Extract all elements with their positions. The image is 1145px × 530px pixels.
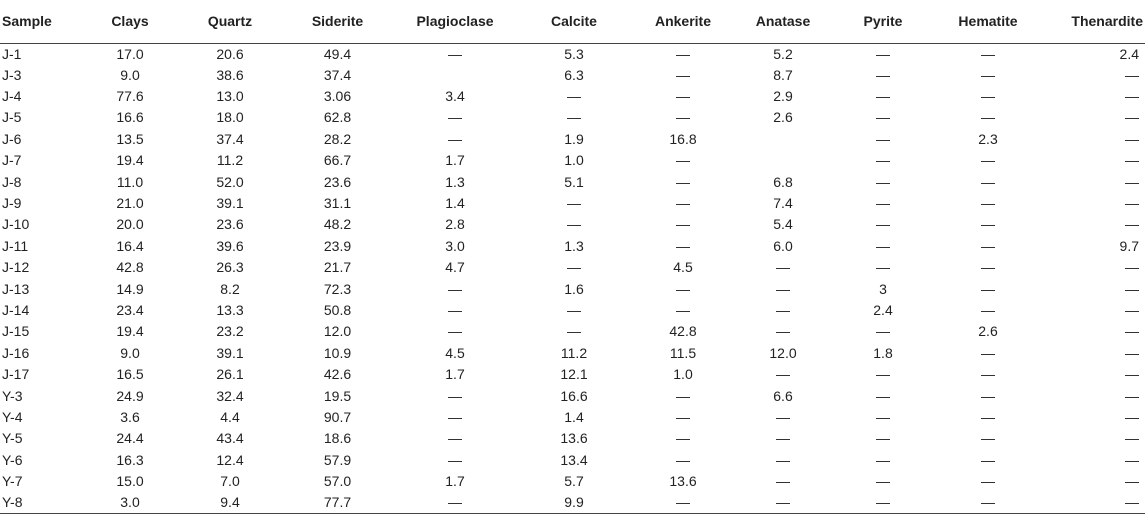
cell-pyrite: — — [876, 66, 890, 83]
cell-quartz: 26.3 — [216, 259, 244, 276]
cell-calcite: — — [567, 109, 581, 126]
cell-siderite: 10.9 — [323, 344, 352, 361]
cell-anatase: — — [733, 492, 833, 514]
cell-anatase: — — [776, 451, 790, 468]
cell-pyrite: 2.4 — [873, 301, 893, 318]
cell-calcite: — — [567, 301, 581, 318]
cell-ankerite: — — [676, 430, 690, 447]
cell-hematite: — — [981, 280, 995, 297]
table-row — [0, 343, 1145, 364]
cell-ankerite: — — [676, 237, 690, 254]
cell-thenardite: — — [1125, 88, 1139, 105]
header-thenardite: Thenardite — [1043, 0, 1145, 43]
cell-anatase: — — [776, 323, 790, 340]
table-body — [0, 43, 1145, 514]
cell-clays: 9.0 — [120, 344, 140, 361]
cell-hematite: — — [981, 88, 995, 105]
header-plagioclase: Plagioclase — [395, 0, 515, 43]
cell-clays: 14.9 — [116, 280, 144, 297]
cell-hematite: — — [981, 173, 995, 190]
header-sample: Sample — [0, 0, 80, 43]
cell-pyrite: — — [876, 473, 890, 490]
cell-calcite: 13.4 — [560, 451, 588, 468]
cell-clays: 16.5 — [116, 366, 144, 383]
cell-siderite: 66.7 — [323, 152, 352, 169]
cell-plagioclase: — — [448, 280, 462, 297]
cell-calcite: 9.9 — [515, 492, 633, 514]
cell-clays: 3.6 — [120, 408, 140, 425]
cell-pyrite: — — [876, 109, 890, 126]
cell-ankerite: 42.8 — [669, 323, 697, 340]
cell-pyrite: — — [876, 259, 890, 276]
cell-ankerite: — — [676, 451, 690, 468]
cell-siderite: 23.9 — [323, 237, 352, 254]
table-row — [0, 471, 1145, 492]
cell-sample: J-7 — [2, 152, 22, 169]
cell-sample: J-9 — [2, 195, 22, 212]
cell-calcite: 16.6 — [560, 387, 588, 404]
cell-calcite: 13.6 — [560, 430, 588, 447]
cell-siderite: 3.06 — [323, 88, 352, 105]
cell-anatase: — — [776, 430, 790, 447]
cell-clays: 23.4 — [116, 301, 144, 318]
cell-quartz: 4.4 — [220, 408, 240, 425]
table-row — [0, 193, 1145, 214]
cell-hematite: 2.6 — [978, 323, 998, 340]
cell-hematite: — — [981, 387, 995, 404]
cell-calcite: 5.3 — [564, 45, 584, 62]
cell-quartz: 13.0 — [216, 88, 244, 105]
cell-hematite: — — [981, 301, 995, 318]
cell-siderite: 18.6 — [323, 430, 352, 447]
cell-anatase: 2.6 — [773, 109, 793, 126]
cell-anatase: — — [776, 473, 790, 490]
cell-clays: 16.4 — [116, 237, 144, 254]
cell-anatase: 12.0 — [769, 344, 797, 361]
cell-plagioclase: 1.7 — [445, 473, 465, 490]
cell-clays: 13.5 — [116, 130, 144, 147]
cell-quartz: 37.4 — [216, 130, 244, 147]
cell-anatase: — — [776, 280, 790, 297]
header-anatase: Anatase — [733, 0, 833, 43]
cell-anatase: 5.2 — [773, 45, 793, 62]
cell-sample: J-12 — [2, 259, 30, 276]
cell-pyrite: — — [876, 323, 890, 340]
cell-pyrite: — — [876, 430, 890, 447]
cell-sample: Y-7 — [2, 473, 23, 490]
cell-clays: 77.6 — [116, 88, 144, 105]
cell-thenardite: — — [1125, 408, 1139, 425]
table-row — [0, 385, 1145, 406]
cell-plagioclase: 1.7 — [445, 152, 465, 169]
cell-thenardite: — — [1125, 301, 1139, 318]
cell-siderite: 21.7 — [323, 259, 352, 276]
cell-thenardite: — — [1125, 451, 1139, 468]
cell-sample: Y-8 — [0, 492, 80, 514]
cell-plagioclase: — — [448, 408, 462, 425]
table-row — [0, 150, 1145, 171]
cell-ankerite: — — [676, 301, 690, 318]
cell-ankerite: 11.5 — [669, 344, 697, 361]
header-hematite: Hematite — [933, 0, 1043, 43]
cell-pyrite: 1.8 — [873, 344, 893, 361]
cell-clays: 11.0 — [116, 173, 144, 190]
header-calcite: Calcite — [515, 0, 633, 43]
cell-thenardite: — — [1125, 216, 1139, 233]
cell-quartz: 11.2 — [216, 152, 244, 169]
cell-siderite: 49.4 — [323, 45, 352, 62]
cell-quartz: 7.0 — [220, 473, 240, 490]
cell-calcite: 11.2 — [560, 344, 588, 361]
cell-anatase — [733, 129, 833, 150]
table-row — [0, 407, 1145, 428]
cell-clays: 16.3 — [116, 451, 144, 468]
table-row — [0, 492, 1145, 514]
cell-plagioclase — [395, 65, 515, 86]
cell-plagioclase: — — [448, 109, 462, 126]
cell-calcite: 6.3 — [564, 66, 584, 83]
cell-plagioclase: 2.8 — [445, 216, 465, 233]
header-row — [0, 0, 1145, 43]
cell-sample: J-13 — [2, 280, 30, 297]
cell-hematite: — — [981, 237, 995, 254]
cell-calcite: 1.4 — [564, 408, 584, 425]
cell-plagioclase: — — [448, 130, 462, 147]
cell-pyrite: — — [876, 195, 890, 212]
table-row — [0, 65, 1145, 86]
cell-hematite: — — [981, 152, 995, 169]
cell-anatase: — — [776, 259, 790, 276]
cell-ankerite: — — [676, 195, 690, 212]
cell-clays: 15.0 — [116, 473, 144, 490]
cell-anatase: 5.4 — [773, 216, 793, 233]
cell-calcite: — — [567, 259, 581, 276]
header-quartz: Quartz — [180, 0, 280, 43]
table-row — [0, 300, 1145, 321]
cell-quartz: 9.4 — [180, 492, 280, 514]
cell-plagioclase: 4.7 — [445, 259, 465, 276]
cell-siderite: 23.6 — [323, 173, 352, 190]
cell-ankerite: — — [676, 88, 690, 105]
cell-hematite: — — [981, 451, 995, 468]
cell-quartz: 12.4 — [216, 451, 244, 468]
cell-clays: 42.8 — [116, 259, 144, 276]
cell-sample: J-17 — [2, 366, 30, 383]
cell-plagioclase: — — [448, 323, 462, 340]
cell-quartz: 38.6 — [216, 66, 244, 83]
cell-thenardite: — — [1125, 430, 1139, 447]
cell-calcite: — — [567, 216, 581, 233]
table-row — [0, 278, 1145, 299]
cell-plagioclase: 1.3 — [445, 173, 465, 190]
cell-calcite: 1.0 — [564, 152, 584, 169]
cell-siderite: 90.7 — [323, 408, 352, 425]
cell-sample: J-8 — [2, 173, 22, 190]
cell-sample: Y-5 — [2, 430, 23, 447]
cell-ankerite: — — [633, 492, 733, 514]
cell-hematite: — — [981, 366, 995, 383]
cell-sample: Y-6 — [2, 451, 23, 468]
cell-anatase: 6.8 — [773, 173, 793, 190]
cell-thenardite: 2.4 — [1119, 45, 1139, 62]
cell-pyrite: — — [876, 366, 890, 383]
cell-ankerite: 13.6 — [669, 473, 697, 490]
cell-quartz: 43.4 — [216, 430, 244, 447]
cell-pyrite: — — [876, 88, 890, 105]
cell-plagioclase: — — [448, 430, 462, 447]
cell-siderite: 57.9 — [323, 451, 352, 468]
cell-thenardite: — — [1125, 344, 1139, 361]
cell-siderite: 19.5 — [323, 387, 352, 404]
table-row — [0, 214, 1145, 235]
table-row — [0, 364, 1145, 385]
cell-pyrite: — — [876, 216, 890, 233]
cell-ankerite: — — [676, 216, 690, 233]
cell-plagioclase: 1.4 — [445, 195, 465, 212]
cell-hematite: — — [981, 109, 995, 126]
cell-calcite: 12.1 — [560, 366, 588, 383]
cell-calcite: 5.7 — [564, 473, 584, 490]
cell-clays: 24.4 — [116, 430, 144, 447]
cell-pyrite: — — [876, 130, 890, 147]
header-ankerite: Ankerite — [633, 0, 733, 43]
cell-plagioclase: — — [448, 387, 462, 404]
cell-siderite: 48.2 — [323, 216, 352, 233]
cell-siderite: 42.6 — [323, 366, 352, 383]
cell-ankerite: — — [676, 152, 690, 169]
cell-clays: 17.0 — [116, 45, 144, 62]
cell-hematite: — — [981, 66, 995, 83]
table-row — [0, 171, 1145, 192]
cell-thenardite: — — [1125, 259, 1139, 276]
cell-plagioclase: 3.4 — [445, 88, 465, 105]
cell-anatase: 6.6 — [773, 387, 793, 404]
cell-clays: 21.0 — [116, 195, 144, 212]
cell-clays: 20.0 — [116, 216, 144, 233]
table-row — [0, 129, 1145, 150]
cell-quartz: 26.1 — [216, 366, 244, 383]
cell-quartz: 18.0 — [216, 109, 244, 126]
cell-sample: J-10 — [2, 216, 30, 233]
cell-pyrite: — — [876, 451, 890, 468]
table-row — [0, 43, 1145, 65]
cell-ankerite: 4.5 — [673, 259, 693, 276]
cell-thenardite: — — [1125, 473, 1139, 490]
table-row — [0, 428, 1145, 449]
cell-thenardite: 9.7 — [1119, 237, 1139, 254]
cell-clays: 19.4 — [116, 323, 144, 340]
cell-sample: J-14 — [2, 301, 30, 318]
cell-plagioclase: 1.7 — [445, 366, 465, 383]
cell-pyrite: — — [876, 237, 890, 254]
table-row — [0, 257, 1145, 278]
cell-hematite: — — [981, 430, 995, 447]
cell-sample: J-11 — [2, 237, 29, 254]
table-row — [0, 321, 1145, 342]
cell-sample: J-1 — [2, 45, 22, 62]
table-row — [0, 450, 1145, 471]
cell-thenardite: — — [1125, 323, 1139, 340]
header-siderite: Siderite — [280, 0, 395, 43]
cell-clays: 9.0 — [120, 66, 140, 83]
cell-hematite: — — [981, 408, 995, 425]
cell-sample: J-5 — [2, 109, 22, 126]
cell-ankerite: 1.0 — [673, 366, 693, 383]
cell-siderite: 28.2 — [323, 130, 352, 147]
cell-quartz: 23.6 — [216, 216, 244, 233]
cell-anatase: 8.7 — [773, 66, 793, 83]
header-clays: Clays — [80, 0, 180, 43]
cell-pyrite: — — [876, 173, 890, 190]
cell-anatase — [733, 150, 833, 171]
cell-pyrite: — — [833, 492, 933, 514]
cell-thenardite: — — [1125, 173, 1139, 190]
table-header — [0, 0, 1145, 43]
cell-hematite: — — [981, 259, 995, 276]
table-row — [0, 86, 1145, 107]
cell-quartz: 39.6 — [216, 237, 244, 254]
cell-plagioclase: 4.5 — [445, 344, 465, 361]
cell-quartz: 23.2 — [216, 323, 244, 340]
cell-pyrite: — — [876, 152, 890, 169]
cell-hematite: — — [981, 216, 995, 233]
cell-pyrite: — — [876, 45, 890, 62]
cell-clays: 3.0 — [80, 492, 180, 514]
table-row — [0, 107, 1145, 128]
cell-ankerite: — — [676, 387, 690, 404]
cell-quartz: 8.2 — [220, 280, 240, 297]
cell-thenardite: — — [1125, 366, 1139, 383]
cell-plagioclase: 3.0 — [445, 237, 465, 254]
cell-quartz: 13.3 — [216, 301, 244, 318]
cell-quartz: 39.1 — [216, 344, 244, 361]
cell-ankerite: 16.8 — [669, 130, 697, 147]
cell-clays: 24.9 — [116, 387, 144, 404]
cell-thenardite: — — [1043, 492, 1145, 514]
cell-quartz: 39.1 — [216, 195, 244, 212]
cell-clays: 19.4 — [116, 152, 144, 169]
cell-calcite: — — [567, 195, 581, 212]
cell-calcite: 1.3 — [564, 237, 584, 254]
cell-anatase: 2.9 — [773, 88, 793, 105]
cell-sample: J-15 — [2, 323, 30, 340]
cell-calcite: 1.9 — [564, 130, 584, 147]
cell-quartz: 52.0 — [216, 173, 244, 190]
cell-hematite: — — [933, 492, 1043, 514]
cell-pyrite: — — [876, 387, 890, 404]
cell-thenardite: — — [1125, 387, 1139, 404]
cell-plagioclase: — — [395, 492, 515, 514]
cell-siderite: 62.8 — [323, 109, 352, 126]
cell-siderite: 72.3 — [323, 280, 352, 297]
cell-ankerite: — — [676, 408, 690, 425]
cell-thenardite: — — [1125, 195, 1139, 212]
cell-ankerite: — — [676, 109, 690, 126]
header-pyrite: Pyrite — [833, 0, 933, 43]
cell-sample: J-6 — [2, 130, 22, 147]
cell-sample: Y-4 — [2, 408, 23, 425]
cell-hematite: — — [981, 195, 995, 212]
cell-anatase: — — [776, 408, 790, 425]
cell-thenardite: — — [1125, 152, 1139, 169]
cell-sample: J-4 — [2, 88, 22, 105]
cell-calcite: — — [567, 88, 581, 105]
cell-calcite: — — [567, 323, 581, 340]
cell-sample: J-3 — [2, 66, 22, 83]
cell-siderite: 57.0 — [323, 473, 352, 490]
cell-calcite: 1.6 — [564, 280, 584, 297]
cell-ankerite: — — [676, 173, 690, 190]
cell-ankerite: — — [676, 280, 690, 297]
cell-siderite: 77.7 — [280, 492, 395, 514]
cell-sample: Y-3 — [2, 387, 23, 404]
cell-thenardite: — — [1125, 280, 1139, 297]
cell-siderite: 31.1 — [323, 195, 352, 212]
cell-plagioclase: — — [448, 301, 462, 318]
cell-thenardite: — — [1125, 66, 1139, 83]
table-row — [0, 236, 1145, 257]
cell-thenardite: — — [1125, 109, 1139, 126]
cell-clays: 16.6 — [116, 109, 144, 126]
cell-plagioclase: — — [448, 45, 462, 62]
cell-anatase: 7.4 — [773, 195, 793, 212]
cell-anatase: — — [776, 301, 790, 318]
cell-siderite: 12.0 — [323, 323, 352, 340]
cell-calcite: 5.1 — [564, 173, 584, 190]
cell-hematite: 2.3 — [978, 130, 998, 147]
cell-hematite: — — [981, 45, 995, 62]
cell-siderite: 50.8 — [323, 301, 352, 318]
cell-quartz: 32.4 — [216, 387, 244, 404]
cell-siderite: 37.4 — [323, 66, 352, 83]
cell-anatase: 6.0 — [773, 237, 793, 254]
cell-pyrite: — — [876, 408, 890, 425]
cell-pyrite: 3 — [879, 280, 887, 297]
cell-sample: J-16 — [2, 344, 30, 361]
cell-plagioclase: — — [448, 451, 462, 468]
cell-hematite: — — [981, 473, 995, 490]
cell-anatase: — — [776, 366, 790, 383]
cell-ankerite: — — [676, 66, 690, 83]
cell-quartz: 20.6 — [216, 45, 244, 62]
cell-hematite: — — [981, 344, 995, 361]
cell-ankerite: — — [676, 45, 690, 62]
cell-thenardite: — — [1125, 130, 1139, 147]
